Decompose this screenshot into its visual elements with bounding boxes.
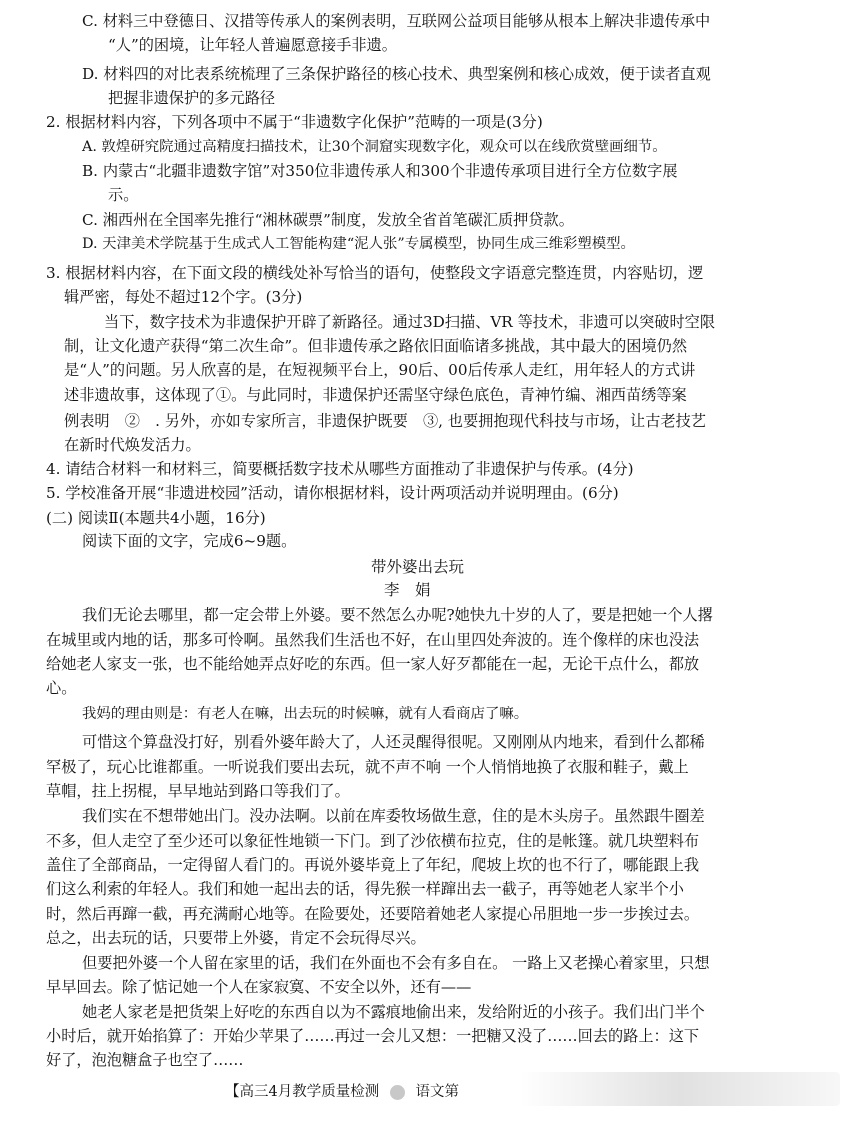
question-2: 2. 根据材料内容，下列各项中不属于“非遗数字化保护”范畴的一项是(3分) bbox=[46, 113, 543, 131]
q3-passage-line-3: 是“人”的问题。另人欣喜的是，在短视频平台上，90后、00后传承人走红，用年轻人的方式讲 bbox=[64, 361, 696, 379]
article-p3-line-2: 罕极了，玩心比谁都重。一听说我们要出去玩，就不声不响 一个人悄悄地换了衣服和鞋子，戴上 bbox=[46, 758, 689, 776]
article-p6-line-1: 她老人家老是把货架上好吃的东西自以为不露痕地偷出来，发给附近的小孩子。我们出门半个 bbox=[82, 1003, 705, 1021]
option-d-line-2: 把握非遗保护的多元路径 bbox=[108, 89, 276, 107]
q2-option-b-line-1: B. 内蒙古“北疆非遗数字馆”对350位非遗传承人和300个非遗传承项目进行全方位数字展 bbox=[82, 162, 678, 180]
article-p1-line-4: 心。 bbox=[46, 679, 77, 697]
question-4: 4. 请结合材料一和材料三，简要概括数字技术从哪些方面推动了非遗保护与传承。(4分) bbox=[46, 460, 634, 478]
question-3-line-1: 3. 根据材料内容，在下面文段的横线处补写恰当的语句，使整段文字语意完整连贯，内容贴切，逻 bbox=[46, 264, 704, 282]
article-p4-line-1: 我们实在不想带她出门。没办法啊。以前在库委牧场做生意，住的是木头房子。虽然跟牛圈差 bbox=[82, 807, 705, 825]
footer-watermark bbox=[520, 1072, 840, 1106]
q3-passage-line-1: 当下，数字技术为非遗保护开辟了新路径。通过3D扫描、VR 等技术，非遗可以突破时空限 bbox=[104, 313, 716, 331]
q2-option-c: C. 湘西州在全国率先推行“湘林碳票”制度，发放全省首笔碳汇质押贷款。 bbox=[82, 211, 574, 229]
q3-passage-line-5: 例表明 ② . 另外，亦如专家所言，非遗保护既要 ③, 也要拥抱现代科技与市场，让古老技艺 bbox=[64, 412, 706, 430]
article-p1-line-2: 在城里或内地的话，那多可怜啊。虽然我们生活也不好，在山里四处奔波的。连个像样的床也没法 bbox=[46, 631, 700, 649]
footer-exam-title: 【高三4月教学质量检测 bbox=[225, 1084, 380, 1100]
article-p6-line-2: 小时后，就开始掐算了：开始少苹果了……再过一会儿又想：一把糖又没了……回去的路上：这下 bbox=[46, 1027, 700, 1045]
q3-passage-line-2: 制，让文化遗产获得“第二次生命”。但非遗传承之路依旧面临诸多挑战，其中最大的困境仍然 bbox=[64, 337, 688, 355]
question-5: 5. 学校准备开展“非遗进校园”活动，请你根据材料，设计两项活动并说明理由。(6分) bbox=[46, 484, 619, 502]
article-p4-line-4: 们这么利索的年轻人。我们和她一起出去的话，得先猴一样蹿出去一截子，再等她老人家半个小 bbox=[46, 880, 684, 898]
q2-option-a: A. 敦煌研究院通过高精度扫描技术，让30个洞窟实现数字化，观众可以在线欣赏壁画细节。 bbox=[82, 139, 667, 155]
article-p4-line-5: 时，然后再蹿一截，再充满耐心地等。在险要处，还要陪着她老人家提心吊胆地一步一步挨过去。 bbox=[46, 905, 700, 923]
q3-passage-line-4: 述非遗故事，这体现了①。与此同时，非遗保护还需坚守绿色底色，青神竹编、湘西苗绣等案 bbox=[64, 386, 687, 404]
article-p1-line-3: 给她老人家支一张，也不能给她弄点好吃的东西。但一家人好歹都能在一起，无论干点什么，都放 bbox=[46, 655, 700, 673]
footer-dot-icon bbox=[390, 1085, 405, 1100]
article-author: 李 娟 bbox=[384, 581, 431, 599]
article-p4-line-3: 盖住了全部商品，一定得留人看门的。再说外婆毕竟上了年纪，爬坡上坎的也不行了，哪能跟上我 bbox=[46, 856, 700, 874]
article-p6-line-3: 好了，泡泡糖盒子也空了…… bbox=[46, 1051, 244, 1069]
option-c-line-2: “人”的困境，让年轻人普遍愿意接手非遗。 bbox=[108, 36, 397, 54]
section-instruction: 阅读下面的文字，完成6~9题。 bbox=[82, 532, 297, 550]
page-footer bbox=[225, 1080, 459, 1104]
q2-option-b-line-2: 示。 bbox=[108, 186, 139, 204]
footer-subject: 语文第 bbox=[415, 1084, 459, 1100]
question-3-line-2: 辑严密，每处不超过12个字。(3分) bbox=[64, 288, 303, 306]
article-p5-line-2: 早早回去。除了惦记她一个人在家寂寞、不安全以外，还有—— bbox=[46, 978, 472, 996]
article-p1-line-1: 我们无论去哪里，都一定会带上外婆。要不然怎么办呢?她快九十岁的人了，要是把她一个人撂 bbox=[82, 606, 713, 624]
article-p5-line-1: 但要把外婆一个人留在家里的话，我们在外面也不会有多自在。 一路上又老操心着家里，只想 bbox=[82, 954, 710, 972]
article-title: 带外婆出去玩 bbox=[371, 558, 465, 576]
q3-passage-line-6: 在新时代焕发活力。 bbox=[64, 436, 201, 454]
article-p4-line-2: 不多，但人走空了至少还可以象征性地锁一下门。到了沙依横布拉克，住的是帐篷。就几块塑料布 bbox=[46, 832, 700, 850]
article-p3-line-3: 草帽，拄上拐棍，早早地站到路口等我们了。 bbox=[46, 782, 350, 800]
article-p3-line-1: 可惜这个算盘没打好，别看外婆年龄大了，人还灵醒得很呢。又刚刚从内地来，看到什么都稀 bbox=[82, 733, 705, 751]
article-p2: 我妈的理由则是：有老人在嘛，出去玩的时候嘛，就有人看商店了嘛。 bbox=[82, 706, 529, 722]
section-heading: (二) 阅读Ⅱ(本题共4小题，16分) bbox=[46, 509, 266, 527]
q2-option-d: D. 天津美术学院基于生成式人工智能构建“泥人张”专属模型，协同生成三维彩塑模型。 bbox=[82, 236, 635, 252]
article-p4-line-6: 总之，出去玩的话，只要带上外婆，肯定不会玩得尽兴。 bbox=[46, 929, 426, 947]
option-d-line-1: D. 材料四的对比表系统梳理了三条保护路径的核心技术、典型案例和核心成效，便于读者直观 bbox=[82, 65, 711, 83]
option-c-line-1: C. 材料三中登德日、汉措等传承人的案例表明，互联网公益项目能够从根本上解决非遗传承中 bbox=[82, 12, 711, 30]
